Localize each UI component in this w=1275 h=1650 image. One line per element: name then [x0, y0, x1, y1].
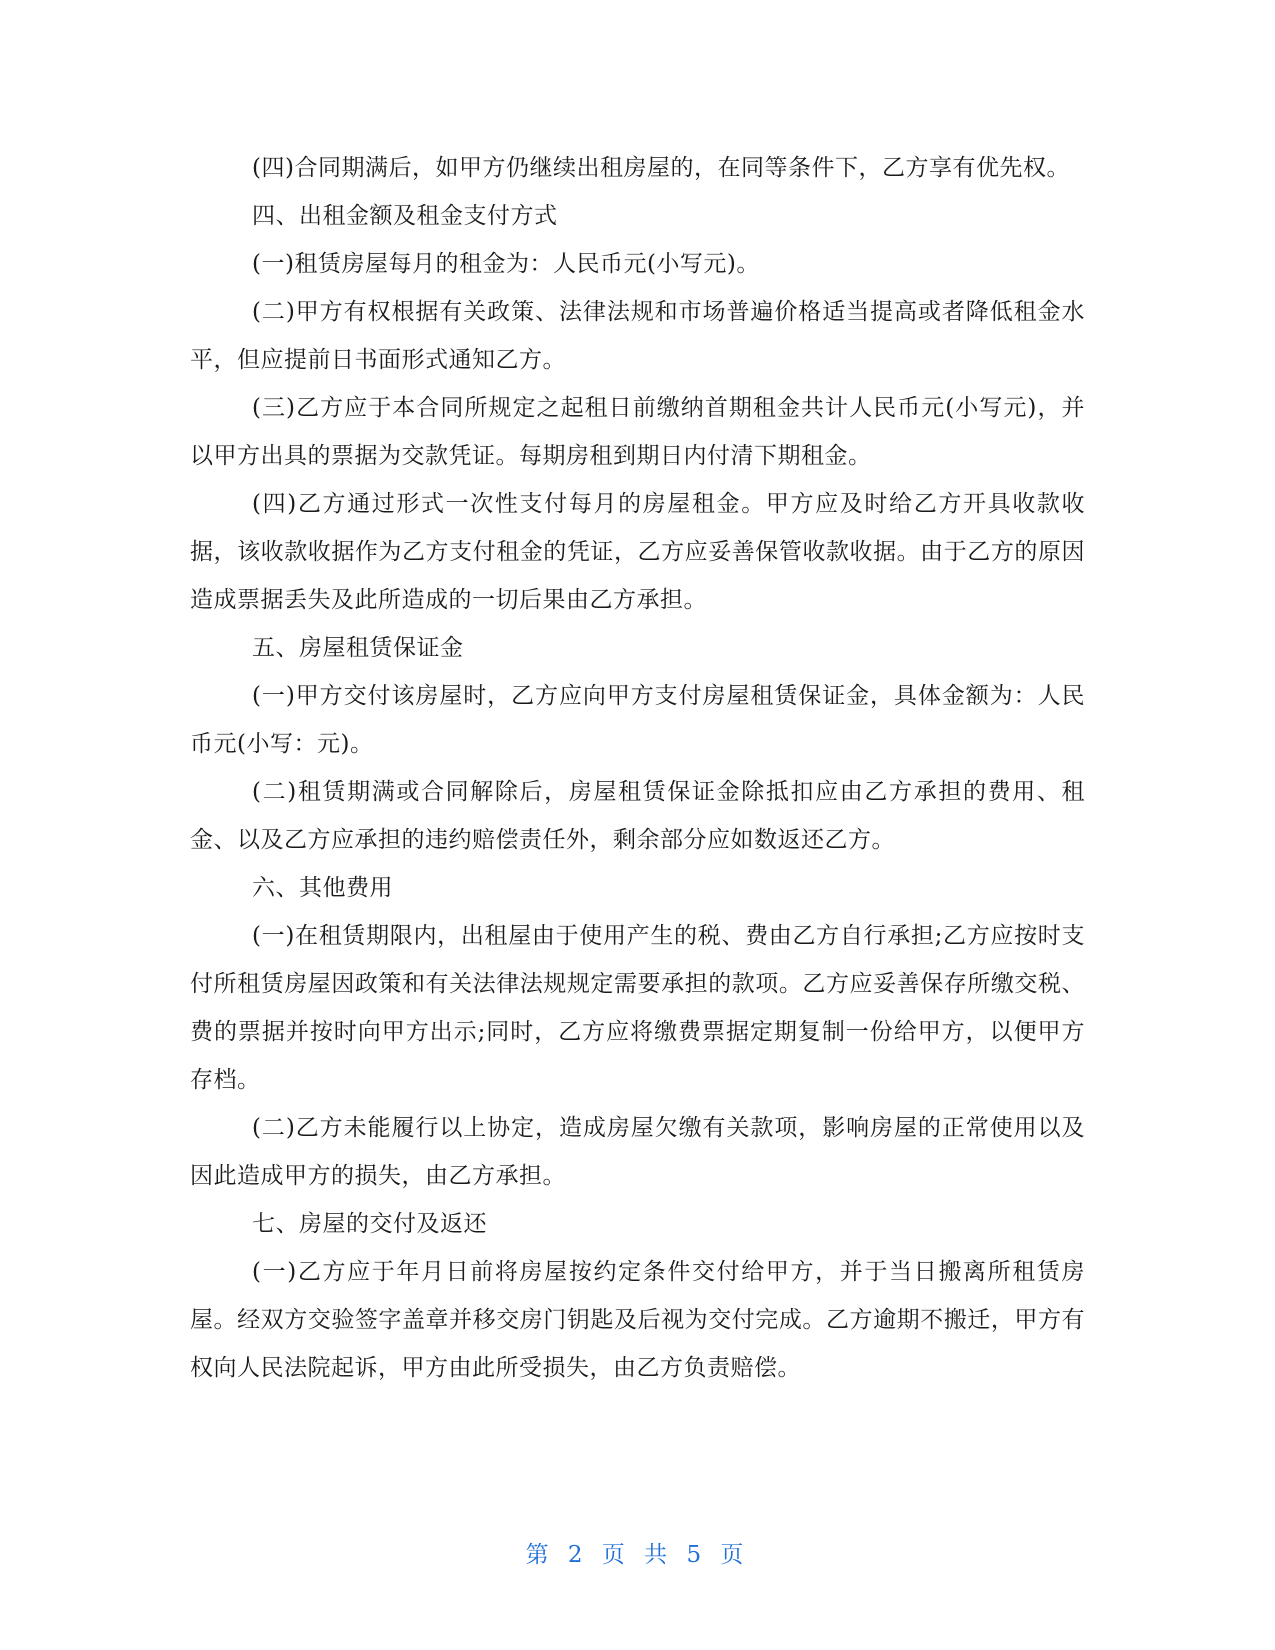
paragraph-8: (一)甲方交付该房屋时，乙方应向甲方支付房屋租赁保证金，具体金额为：人民币元(小写：元)。: [190, 683, 1085, 757]
section-heading-7: 七、房屋的交付及返还: [252, 1211, 487, 1237]
paragraph-6: (四)乙方通过形式一次性支付每月的房屋租金。甲方应及时给乙方开具收款收据，该收款收据作为乙方支付租金的凭证，乙方应妥善保管收款收据。由于乙方的原因造成票据丢失及此所造成的一切后果由乙方承担。: [190, 491, 1085, 613]
paragraph-14: (一)乙方应于年月日前将房屋按约定条件交付给甲方，并于当日搬离所租赁房屋。经双方交验签字盖章并移交房门钥匙及后视为交付完成。乙方逾期不搬迁，甲方有权向人民法院起诉，甲方由此所受损失，由乙方负责赔偿。: [190, 1259, 1085, 1381]
paragraph-1: (四)合同期满后，如甲方仍继续出租房屋的，在同等条件下，乙方享有优先权。: [252, 155, 1070, 181]
page-number-footer: 第 2 页 共 5 页: [525, 1542, 750, 1568]
section-heading-6: 六、其他费用: [252, 875, 393, 901]
paragraph-3: (一)租赁房屋每月的租金为：人民币元(小写元)。: [252, 251, 760, 277]
section-heading-4: 四、出租金额及租金支付方式: [252, 203, 558, 229]
paragraph-12: (二)乙方未能履行以上协定，造成房屋欠缴有关款项，影响房屋的正常使用以及因此造成甲方的损失，由乙方承担。: [190, 1115, 1085, 1189]
paragraph-9: (二)租赁期满或合同解除后，房屋租赁保证金除抵扣应由乙方承担的费用、租金、以及乙方应承担的违约赔偿责任外，剩余部分应如数返还乙方。: [190, 779, 1085, 853]
section-heading-5: 五、房屋租赁保证金: [252, 635, 464, 661]
paragraph-5: (三)乙方应于本合同所规定之起租日前缴纳首期租金共计人民币元(小写元)，并以甲方出具的票据为交款凭证。每期房租到期日内付清下期租金。: [190, 395, 1085, 469]
paragraph-11: (一)在租赁期限内，出租屋由于使用产生的税、费由乙方自行承担;乙方应按时支付所租赁房屋因政策和有关法律法规规定需要承担的款项。乙方应妥善保存所缴交税、费的票据并按时向甲方出示;同时，乙方应将缴费票据定期复制一份给甲方，以便甲方存档。: [190, 923, 1085, 1093]
paragraph-4: (二)甲方有权根据有关政策、法律法规和市场普遍价格适当提高或者降低租金水平，但应提前日书面形式通知乙方。: [190, 299, 1085, 373]
document-body: [190, 144, 1085, 1392]
